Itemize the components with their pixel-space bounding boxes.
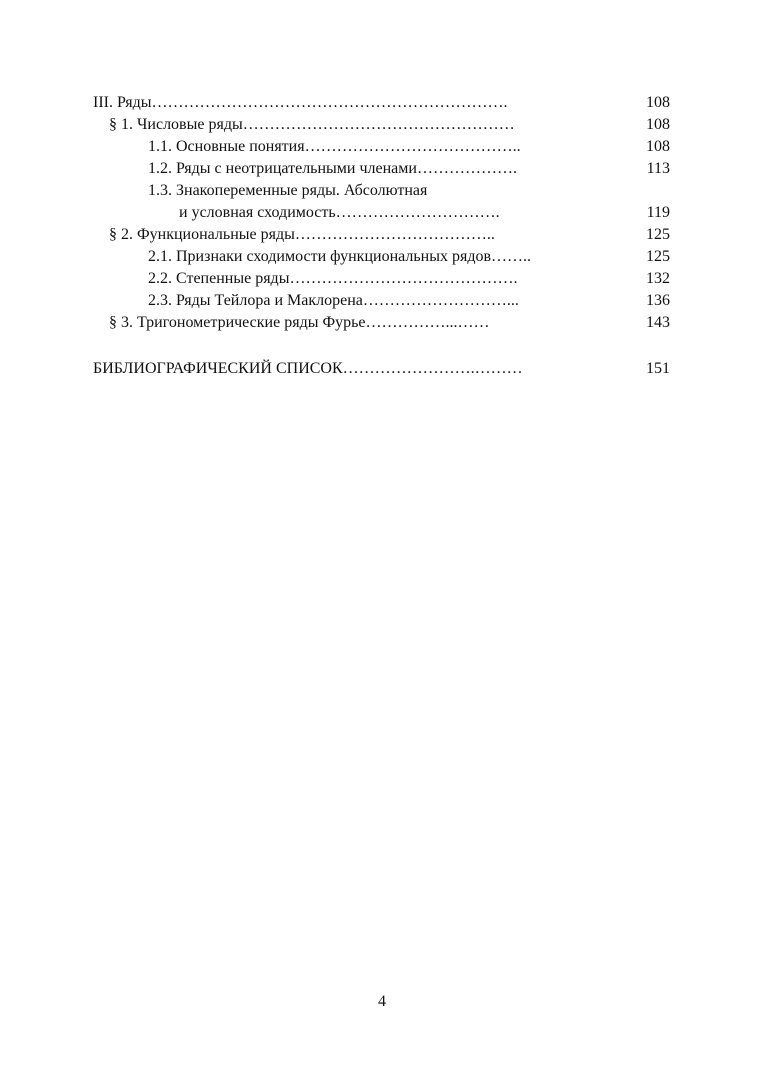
toc-page-number: 125 — [646, 226, 670, 243]
toc-entry-2-3 — [93, 290, 670, 312]
toc-entry-1-2 — [93, 158, 670, 180]
toc-page-number: 151 — [646, 360, 670, 377]
toc-entry-1-3-continued — [93, 202, 670, 224]
toc-page-number: 108 — [646, 138, 670, 155]
toc-entry-bibliography — [93, 358, 670, 380]
toc-entry-2-1 — [93, 246, 670, 268]
toc-page-number: 132 — [646, 270, 670, 287]
toc-entry-title: БИБЛИОГРАФИЧЕСКИЙ СПИСОК…………………….……… — [93, 360, 523, 377]
toc-entry-title: 2.1. Признаки сходимости функциональных рядов…….. — [148, 248, 532, 265]
toc-entry-title: 1.1. Основные понятия………………………………….. — [148, 138, 521, 155]
toc-entry-title: III. Ряды…………………………………………………………. — [93, 94, 508, 111]
toc-entry-section-3 — [93, 312, 670, 334]
toc-entry-title: § 1. Числовые ряды…………………………………………… — [109, 116, 515, 133]
toc-entry-title: 2.2. Степенные ряды……………………………………. — [148, 270, 518, 287]
toc-entry-1-1 — [93, 136, 670, 158]
toc-entry-section-1 — [93, 114, 670, 136]
toc-entry-title: и условная сходимость…………………………. — [179, 204, 500, 221]
toc-entry-title: 1.3. Знакопеременные ряды. Абсолютная — [148, 182, 428, 199]
toc-entry-chapter-3 — [93, 92, 670, 114]
toc-entry-title: 2.3. Ряды Тейлора и Маклорена………………………... — [148, 292, 519, 309]
toc-entry-1-3 — [93, 180, 670, 202]
toc-page-number: 125 — [646, 248, 670, 265]
toc-page-number: 108 — [646, 94, 670, 111]
toc-page-number: 113 — [646, 160, 670, 177]
toc-entry-title: 1.2. Ряды с неотрицательными членами………………. — [148, 160, 517, 177]
toc-page-number: 108 — [646, 116, 670, 133]
toc-entry-title: § 2. Функциональные ряды……………………………….. — [109, 226, 495, 243]
toc-page-number: 136 — [646, 292, 670, 309]
page-number-footer: 4 — [378, 993, 386, 1010]
toc-page-number: 119 — [646, 204, 670, 221]
toc-page-number: 143 — [646, 314, 670, 331]
toc-entry-2-2 — [93, 268, 670, 290]
toc-entry-title: § 3. Тригонометрические ряды Фурье……………...…… — [109, 314, 490, 331]
toc-entry-section-2 — [93, 224, 670, 246]
